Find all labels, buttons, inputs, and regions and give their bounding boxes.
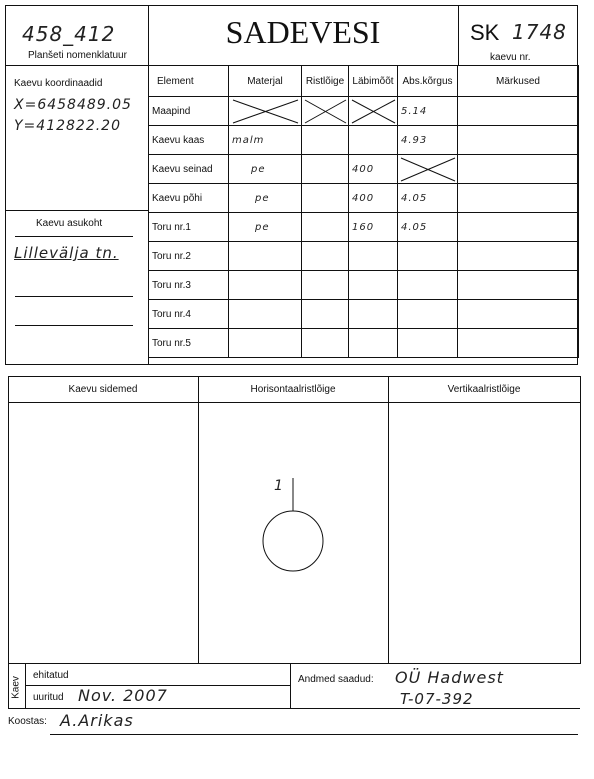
vertical-section-label: Vertikaalristlõige [447, 384, 521, 395]
row-diameter [349, 126, 398, 155]
row-notes [458, 126, 579, 155]
coordinate-x: X=6458489.05 [14, 97, 132, 113]
row-notes [458, 271, 579, 300]
row-notes [458, 184, 579, 213]
table-row [149, 242, 579, 271]
row-element: Kaevu kaas [149, 126, 229, 155]
row-abs-height: 4.05 [398, 184, 458, 213]
sk-number: 1748 [512, 20, 567, 44]
row-cross-section [302, 329, 349, 358]
row-diameter [349, 97, 398, 126]
row-diameter: 400 [349, 155, 398, 184]
header-abs-height: Abs.kõrgus [398, 66, 458, 97]
connections-label: Kaevu sidemed [68, 384, 138, 395]
author-label: Koostas: [8, 716, 47, 727]
nomenclature-value: 458_412 [22, 22, 116, 46]
row-cross-section [302, 97, 349, 126]
row-abs-height: 5.14 [398, 97, 458, 126]
row-material [229, 242, 302, 271]
row-notes [458, 155, 579, 184]
table-row [149, 97, 579, 126]
row-element: Kaevu seinad [149, 155, 229, 184]
kaev-label: Kaev [10, 676, 22, 699]
row-diameter [349, 329, 398, 358]
data-from-value: OÜ Hadwest [395, 668, 504, 687]
row-element: Kaevu põhi [149, 184, 229, 213]
location-value: Lillevälja tn. [14, 244, 119, 262]
row-notes [458, 213, 579, 242]
table-row [149, 155, 579, 184]
row-cross-section [302, 271, 349, 300]
coordinate-y: Y=412822.20 [14, 118, 121, 134]
row-notes [458, 300, 579, 329]
row-cross-section [302, 126, 349, 155]
header-diameter: Läbimõõt [349, 66, 398, 97]
table-row [149, 300, 579, 329]
table-row [149, 213, 579, 242]
row-notes [458, 242, 579, 271]
horizontal-pipe-mark: 1 [274, 478, 284, 494]
surveyed-value: Nov. 2007 [78, 686, 168, 705]
table-row [149, 271, 579, 300]
row-cross-section [302, 300, 349, 329]
well-number-label: kaevu nr. [490, 52, 531, 63]
nomenclature-label: Planšeti nomenklatuur [28, 50, 127, 61]
row-element: Toru nr.4 [149, 300, 229, 329]
row-abs-height [398, 329, 458, 358]
row-abs-height [398, 242, 458, 271]
row-material: pe [229, 184, 302, 213]
page-title: SADEVESI [225, 14, 381, 50]
row-material [229, 300, 302, 329]
row-notes [458, 329, 579, 358]
row-element: Toru nr.2 [149, 242, 229, 271]
data-from-label: Andmed saadud: [298, 674, 374, 685]
well-cross-section-drawing [198, 440, 388, 620]
header-element: Element [149, 66, 229, 97]
table-row [149, 184, 579, 213]
row-material [229, 329, 302, 358]
row-abs-height: 4.93 [398, 126, 458, 155]
row-cross-section [302, 155, 349, 184]
table-row [149, 329, 579, 358]
row-diameter [349, 271, 398, 300]
coordinates-label: Kaevu koordinaadid [14, 78, 103, 89]
surveyed-label: uuritud [33, 692, 64, 703]
row-material [229, 97, 302, 126]
header-cross-section: Ristlõige [302, 66, 349, 97]
row-diameter: 160 [349, 213, 398, 242]
row-abs-height: 4.05 [398, 213, 458, 242]
author-value: A.Arikas [60, 711, 134, 730]
row-material: pe [229, 155, 302, 184]
row-diameter [349, 300, 398, 329]
row-material: malm [229, 126, 302, 155]
row-element: Toru nr.5 [149, 329, 229, 358]
row-abs-height [398, 155, 458, 184]
row-element: Maapind [149, 97, 229, 126]
row-abs-height [398, 300, 458, 329]
row-element: Toru nr.1 [149, 213, 229, 242]
horizontal-section-label: Horisontaalristlõige [250, 384, 336, 395]
element-table [148, 65, 579, 358]
data-from-ref: T-07-392 [400, 690, 474, 708]
location-label: Kaevu asukoht [36, 218, 103, 229]
header-notes: Märkused [458, 66, 579, 97]
row-diameter [349, 242, 398, 271]
header-material: Materjal [229, 66, 302, 97]
row-diameter: 400 [349, 184, 398, 213]
row-cross-section [302, 213, 349, 242]
row-cross-section [302, 242, 349, 271]
row-abs-height [398, 271, 458, 300]
row-material [229, 271, 302, 300]
row-notes [458, 97, 579, 126]
row-element: Toru nr.3 [149, 271, 229, 300]
built-label: ehitatud [33, 670, 69, 681]
row-cross-section [302, 184, 349, 213]
row-material: pe [229, 213, 302, 242]
table-row [149, 126, 579, 155]
sk-prefix: SK [470, 20, 500, 45]
